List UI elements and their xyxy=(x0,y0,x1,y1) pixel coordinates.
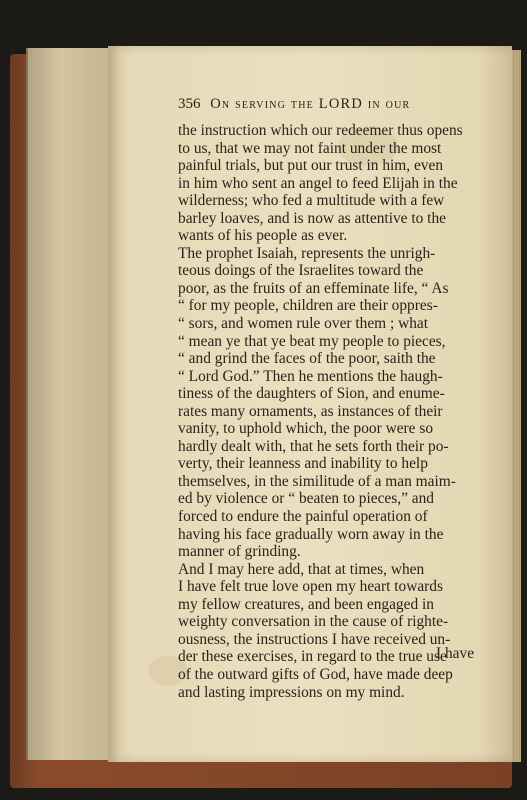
text-line: of the outward gifts of God, have made deep xyxy=(178,665,453,683)
text-line: vanity, to uphold which, the poor were so xyxy=(178,420,434,438)
text-line: and lasting impressions on my mind. xyxy=(178,683,405,701)
text-line: poor, as the fruits of an effeminate life, “ As xyxy=(178,279,449,297)
text-line: “ Lord God.” Then he mentions the haugh- xyxy=(178,367,443,385)
text-line: I have felt true love open my heart towards xyxy=(178,578,443,596)
text-line: in him who sent an angel to feed Elijah in the xyxy=(178,174,458,192)
running-head: On serving the LORD in our xyxy=(210,96,411,112)
catchword: I have xyxy=(436,645,475,662)
text-line: painful trials, but put our trust in him, even xyxy=(178,157,444,175)
text-line: the instruction which our redeemer thus opens xyxy=(178,122,463,139)
page-edge-shadow xyxy=(26,48,112,760)
text-line: And I may here add, that at times, when xyxy=(178,560,425,578)
text-line: my fellow creatures, and been engaged in xyxy=(178,595,434,613)
page-header xyxy=(178,96,478,120)
text-line: “ mean ye that ye beat my people to pieces, xyxy=(178,332,446,350)
text-line: ed by violence or “ beaten to pieces,” and xyxy=(178,490,434,508)
text-line: “ and grind the faces of the poor, saith the xyxy=(178,350,436,368)
text-line: der these exercises, in regard to the true use xyxy=(178,648,447,666)
right-page-edge xyxy=(512,50,521,762)
text-line: barley loaves, and is now as attentive to the xyxy=(178,209,446,227)
text-line: having his face gradually worn away in the xyxy=(178,525,444,543)
text-line: to us, that we may not faint under the most xyxy=(178,139,442,157)
text-line: forced to endure the painful operation of xyxy=(178,508,428,526)
text-line: “ for my people, children are their oppres- xyxy=(178,297,438,315)
text-line: verty, their leanness and inability to help xyxy=(178,455,428,473)
body-text xyxy=(178,122,478,701)
text-line: themselves, in the similitude of a man maim- xyxy=(178,472,456,490)
text-line: “ sors, and women rule over them ; what xyxy=(178,315,429,333)
text-line: tiness of the daughters of Sion, and enume- xyxy=(178,385,445,403)
text-line: hardly dealt with, that he sets forth their po- xyxy=(178,437,449,455)
text-line: wants of his people as ever. xyxy=(178,227,348,245)
text-line: manner of grinding. xyxy=(178,543,301,561)
text-line: ousness, the instructions I have received un- xyxy=(178,630,451,648)
text-line: teous doings of the Israelites toward the xyxy=(178,262,424,280)
text-line: The prophet Isaiah, represents the unrigh- xyxy=(178,244,436,262)
text-line: rates many ornaments, as instances of their xyxy=(178,402,443,420)
text-line: wilderness; who fed a multitude with a few xyxy=(178,192,445,210)
page-number: 356 xyxy=(178,96,201,112)
text-line: weighty conversation in the cause of righte- xyxy=(178,613,449,631)
